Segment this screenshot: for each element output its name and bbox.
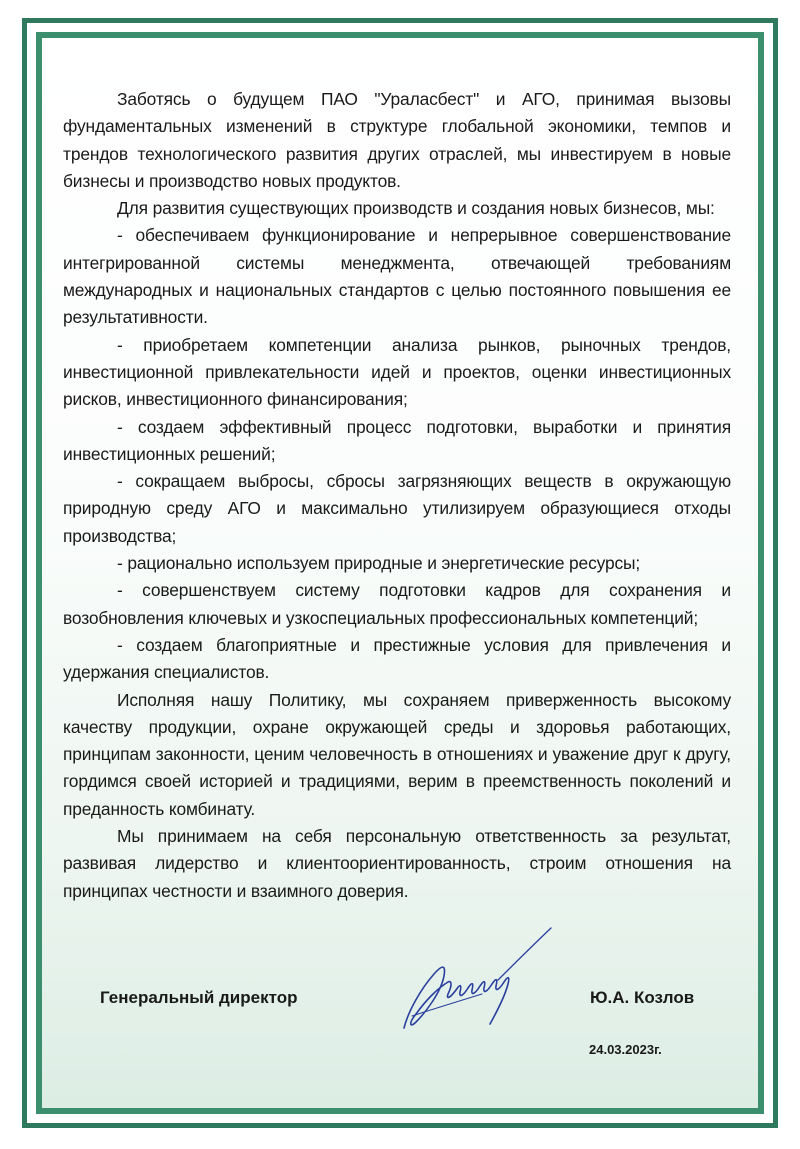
policy-text — [63, 86, 731, 905]
list-item-emissions: - сокращаем выбросы, сбросы загрязняющих веществ в окружающую природную среду АГО и максимально утилизируем образующиеся отходы производства; — [63, 471, 731, 546]
signer-name: Ю.А. Козлов — [590, 988, 695, 1007]
list-item-competencies: - приобретаем компетенции анализа рынков, рыночных трендов, инвестиционной привлекательности идей и проектов, оценки инвестиционных рисков, инвестиционного финансирования; — [63, 334, 731, 410]
list-item-management-system: - обеспечиваем функционирование и непрерывное совершенствование интегрированной системы менеджмента, отвечающей требованиям международных и национальных стандартов с целью постоянного повышения ее результативности. — [63, 225, 731, 328]
signer-title: Генеральный директор — [100, 988, 298, 1007]
signature-date: 24.03.2023г. — [589, 1042, 662, 1057]
list-item-resources: - рационально используем природные и энергетические ресурсы; — [117, 553, 641, 574]
paragraph-intro: Заботясь о будущем ПАО "Ураласбест" и АГО, принимая вызовы фундаментальных изменений в структуре глобальной экономики, темпов и трендов технологического развития других отраслей, мы инвестируем в новые бизнесы и производство новых продуктов. — [63, 89, 731, 191]
paragraph-responsibility: Мы принимаем на себя персональную ответственность за результат, развивая лидерство и клиентоориентированность, строим отношения на принципах честности и взаимного доверия. — [63, 826, 731, 901]
list-item-personnel-training: - совершенствуем систему подготовки кадров для сохранения и возобновления ключевых и узкоспециальных профессиональных компетенций; — [63, 580, 731, 628]
paragraph-policy-commitment: Исполняя нашу Политику, мы сохраняем приверженность высокому качеству продукции, охране окружающей среды и здоровья работающих, принципам законности, ценим человечность в отношениях и уважение друг к другу, гордимся своей историей и традициями, верим в преемственность поколений и преданность комбинату. — [63, 689, 731, 819]
paragraph-development: Для развития существующих производств и создания новых бизнесов, мы: — [117, 198, 715, 219]
list-item-specialists: - создаем благоприятные и престижные условия для привлечения и удержания специалистов. — [63, 634, 731, 683]
list-item-investment-decisions: - создаем эффективный процесс подготовки, выработки и принятия инвестиционных решений; — [63, 416, 731, 464]
